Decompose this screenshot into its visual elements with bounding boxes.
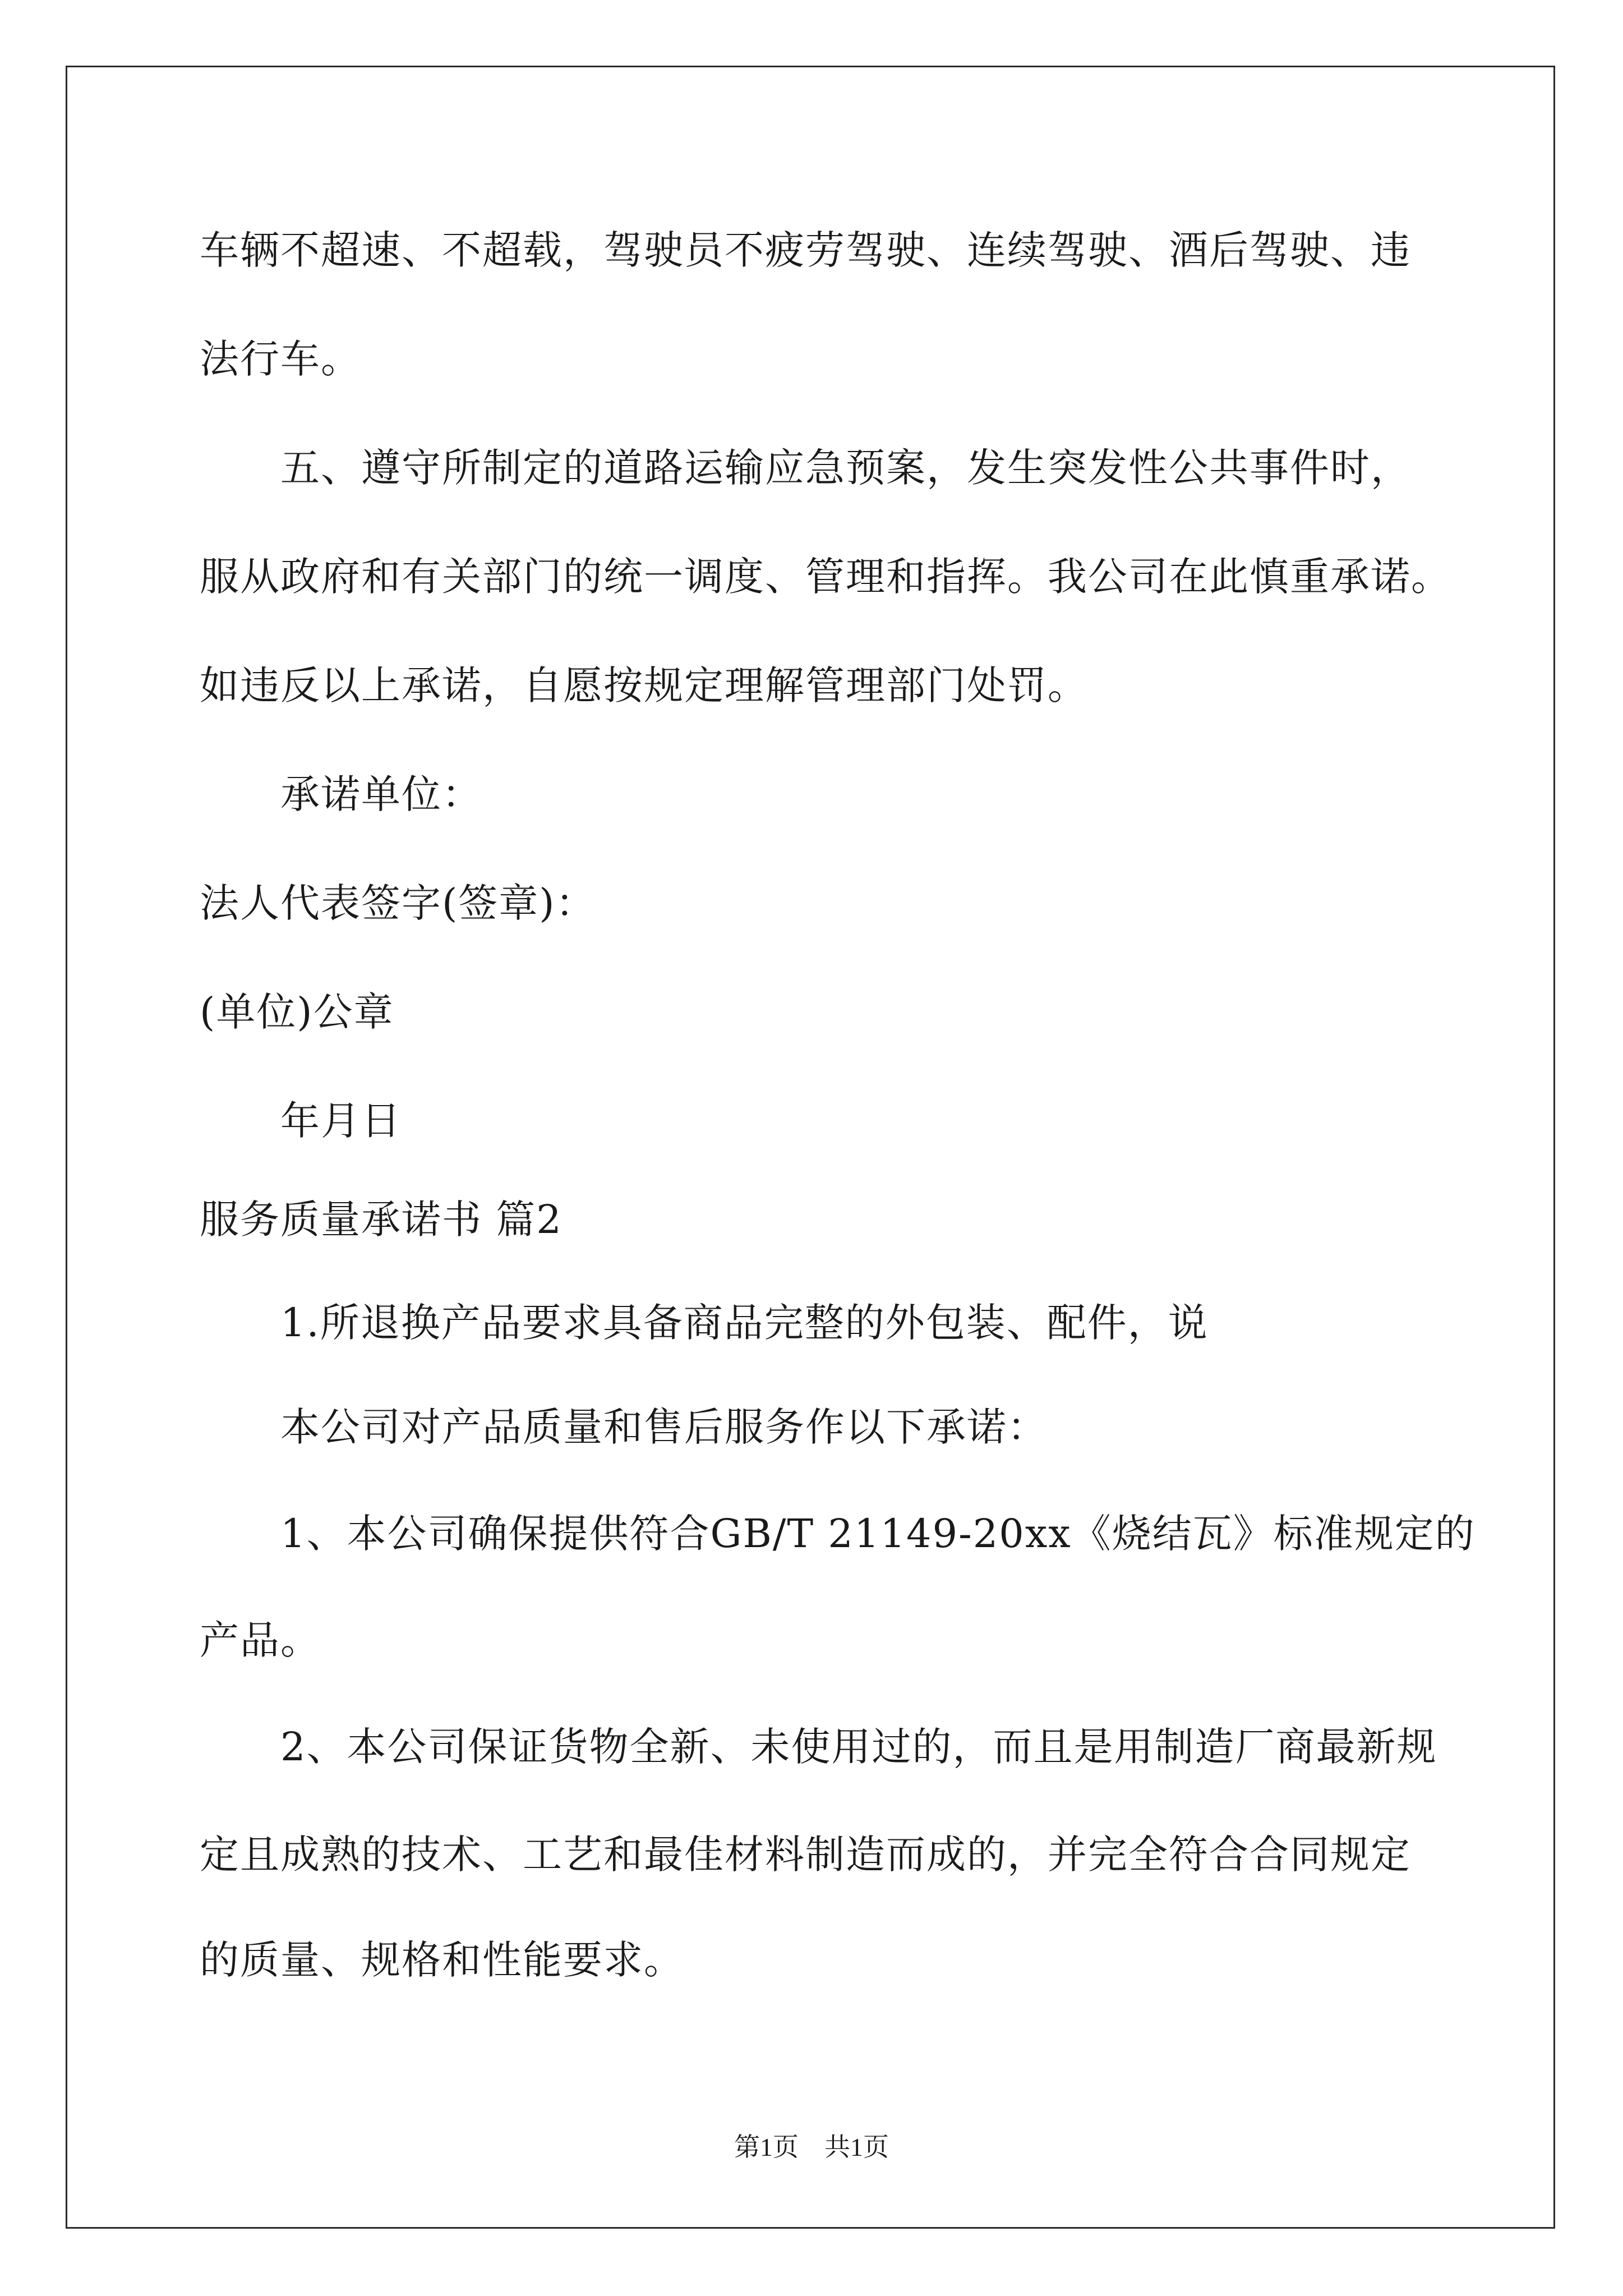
paragraph-line: 本公司对产品质量和售后服务作以下承诺： — [280, 1404, 1048, 1450]
legal-rep-signature-label: 法人代表签字(签章)： — [200, 880, 596, 926]
paragraph-line: 五、遵守所制定的道路运输应急预案，发生突发性公共事件时， — [280, 445, 1411, 491]
date-label: 年月日 — [280, 1098, 402, 1144]
page-number-footer: 第1页 共1页 — [734, 2133, 889, 2161]
signature-unit-label: 承诺单位： — [280, 771, 482, 817]
paragraph-line: 服从政府和有关部门的统一调度、管理和指挥。我公司在此慎重承诺。 — [200, 554, 1451, 600]
paragraph-line: 法行车。 — [200, 336, 361, 382]
paragraph-line: 定且成熟的技术、工艺和最佳材料制造而成的，并完全符合合同规定 — [200, 1832, 1411, 1878]
company-seal-label: (单位)公章 — [200, 989, 394, 1035]
paragraph-line: 如违反以上承诺，自愿按规定理解管理部门处罚。 — [200, 662, 1088, 708]
section-heading: 服务质量承诺书 篇2 — [200, 1197, 562, 1243]
paragraph-line: 1.所退换产品要求具备商品完整的外包装、配件，说 — [280, 1300, 1209, 1346]
paragraph-line: 车辆不超速、不超载，驾驶员不疲劳驾驶、连续驾驶、酒后驾驶、违 — [200, 227, 1411, 273]
paragraph-line: 2、本公司保证货物全新、未使用过的，而且是用制造厂商最新规 — [280, 1724, 1437, 1770]
paragraph-line: 的质量、规格和性能要求。 — [200, 1937, 684, 1983]
paragraph-line: 1、本公司确保提供符合GB/T 21149-20xx《烧结瓦》标准规定的 — [280, 1511, 1476, 1557]
paragraph-line: 产品。 — [200, 1617, 321, 1663]
